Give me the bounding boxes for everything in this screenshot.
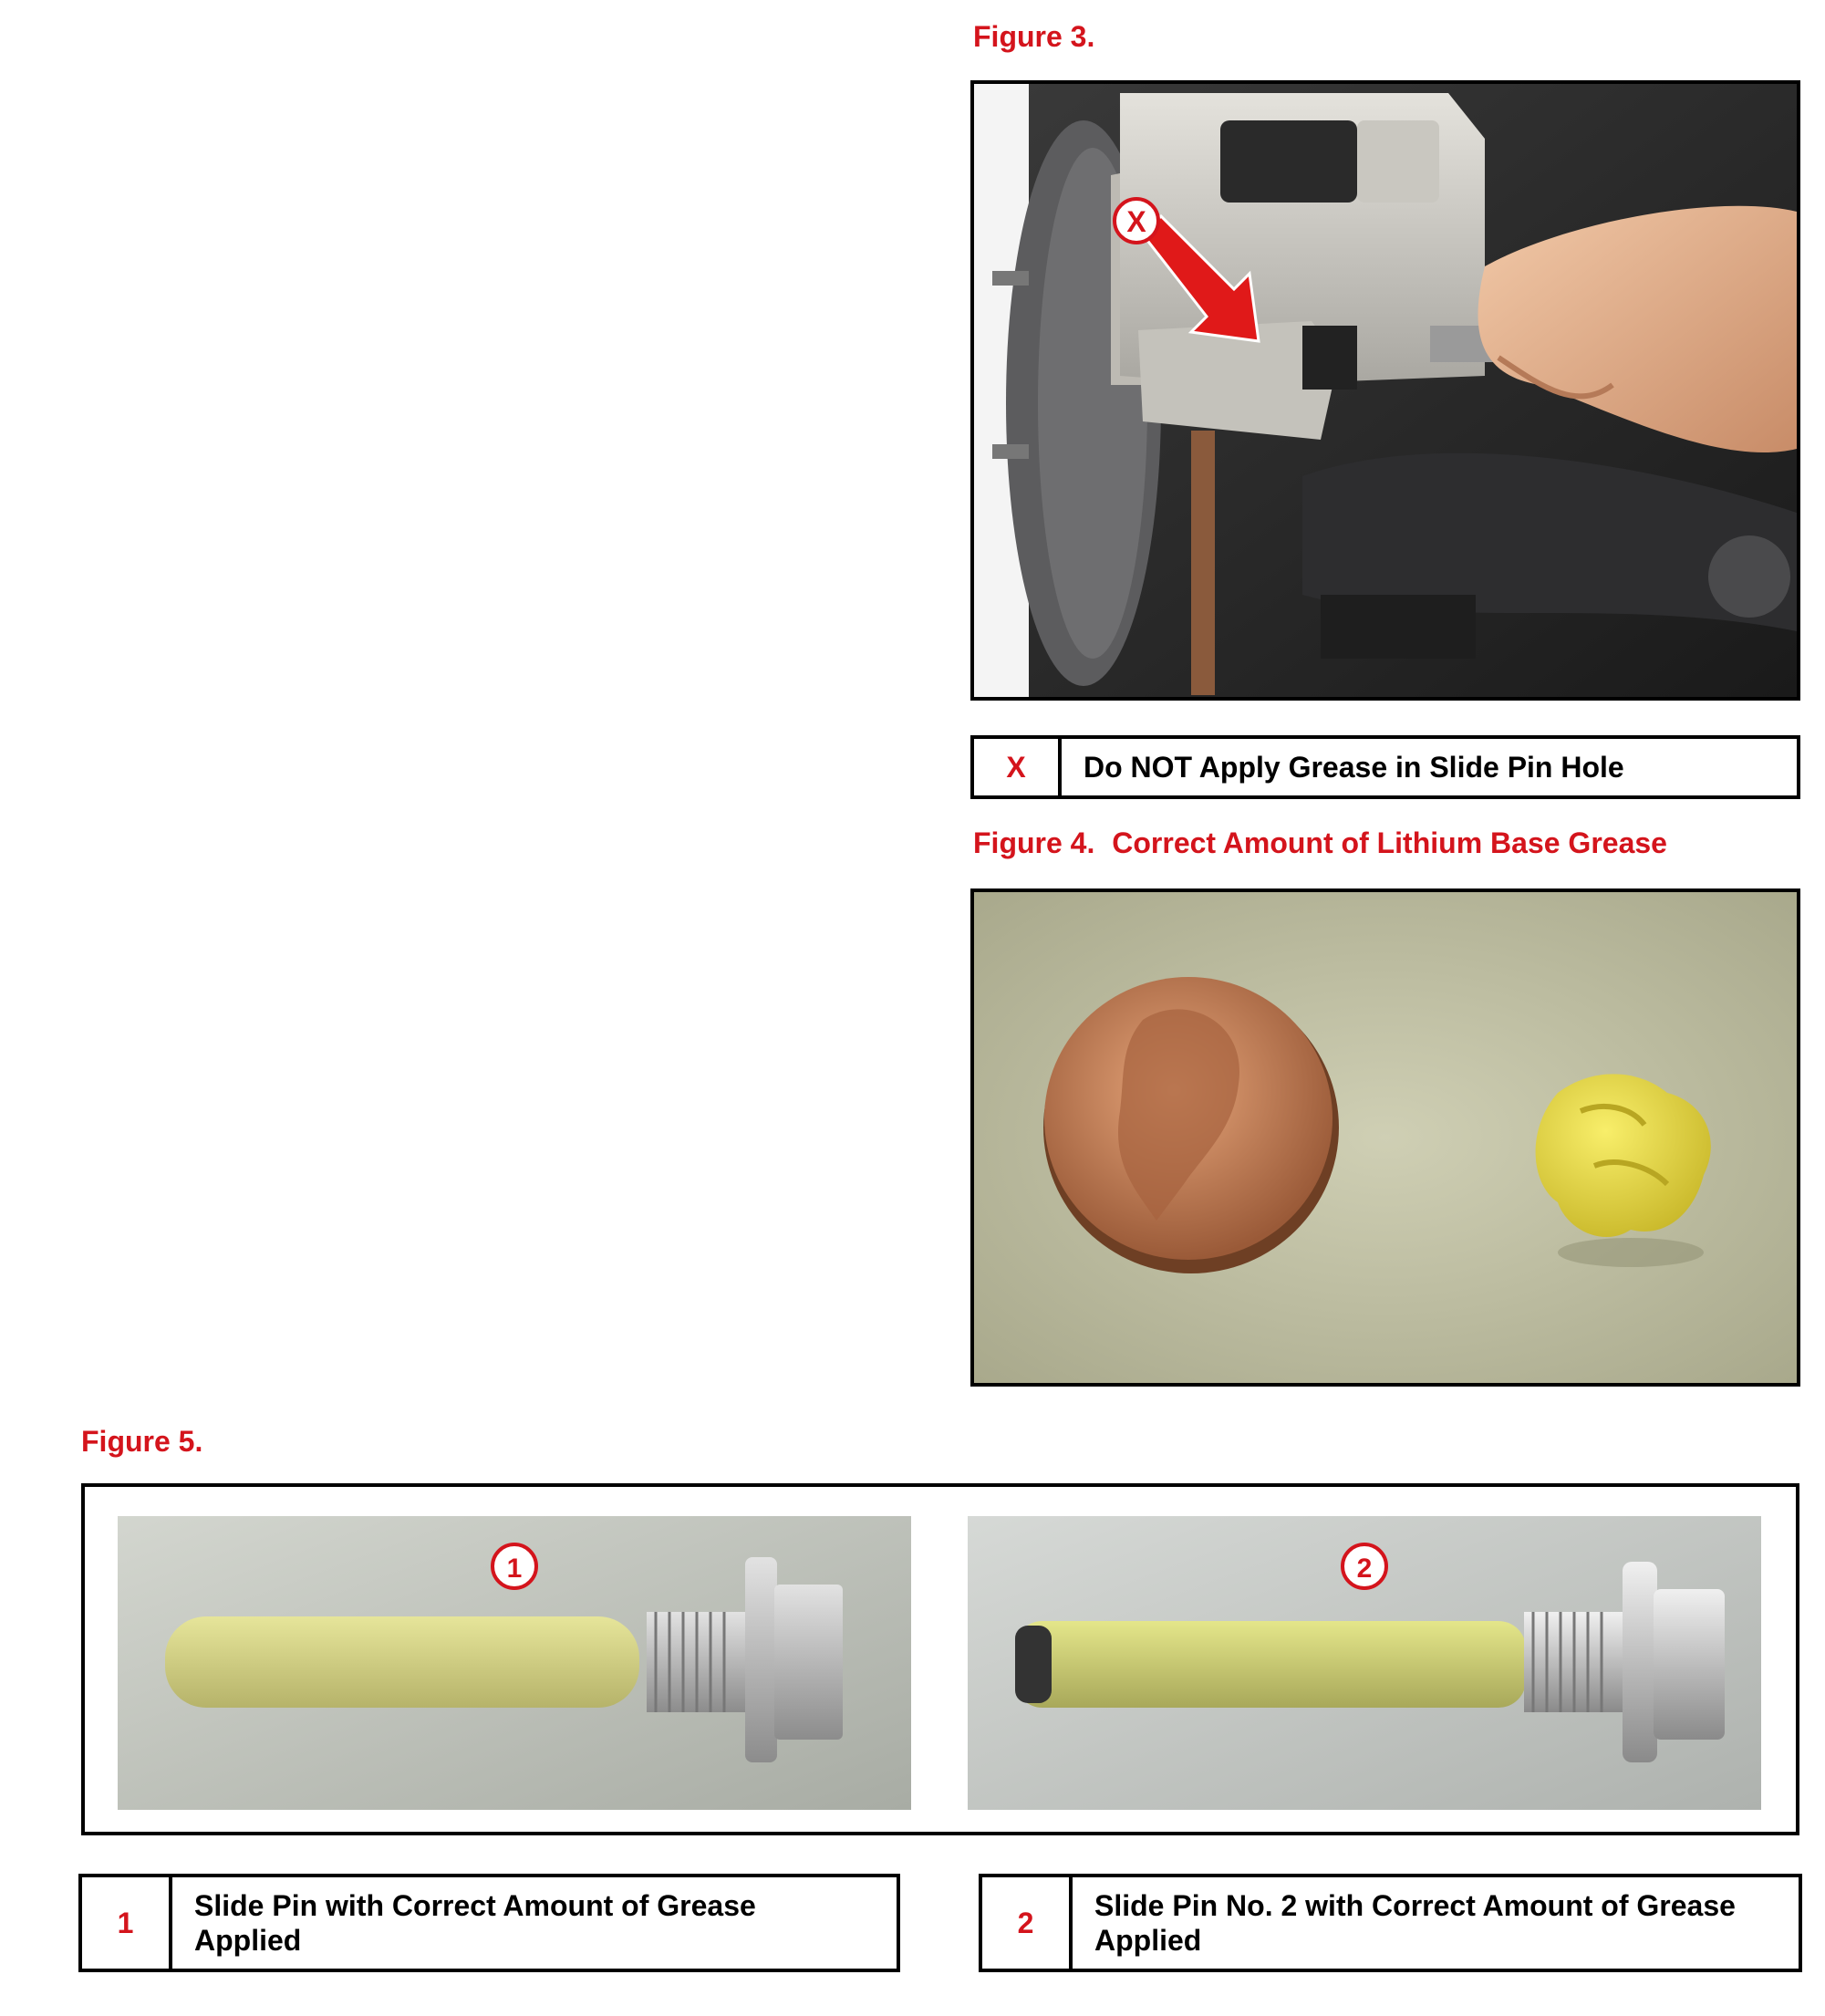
legend-key-2: 2 [982, 1877, 1073, 1969]
figure-4-title [973, 826, 1667, 860]
figure-5-legend-1 [78, 1874, 900, 1972]
figure-3-title: Figure 3. [973, 20, 1095, 53]
penny-and-grease-illustration [974, 892, 1797, 1383]
slide-pin-2-photo [968, 1516, 1761, 1810]
figure-3-legend [970, 735, 1800, 799]
legend-text-x: Do NOT Apply Grease in Slide Pin Hole [1084, 751, 1624, 784]
legend-key-x: X [974, 739, 1062, 795]
callout-x-label: X [1126, 205, 1146, 238]
legend-key-1: 1 [82, 1877, 172, 1969]
brake-caliper-illustration [974, 84, 1797, 697]
figure-4-label: Figure 4. [973, 826, 1095, 859]
figure-4-photo [970, 888, 1800, 1387]
legend-text-2: Slide Pin No. 2 with Correct Amount of Grease Applied [1094, 1889, 1736, 1957]
figure-5-photo-frame [81, 1483, 1799, 1835]
slide-pin-1-photo [118, 1516, 911, 1810]
figure-5-legend-2 [979, 1874, 1802, 1972]
figure-3-photo [970, 80, 1800, 701]
figure-4-caption: Correct Amount of Lithium Base Grease [1112, 826, 1667, 859]
callout-2-label: 2 [1356, 1554, 1373, 1584]
legend-text-1: Slide Pin with Correct Amount of Grease Applied [194, 1889, 756, 1957]
callout-1-label: 1 [506, 1554, 523, 1584]
figure-5-title: Figure 5. [81, 1425, 203, 1458]
